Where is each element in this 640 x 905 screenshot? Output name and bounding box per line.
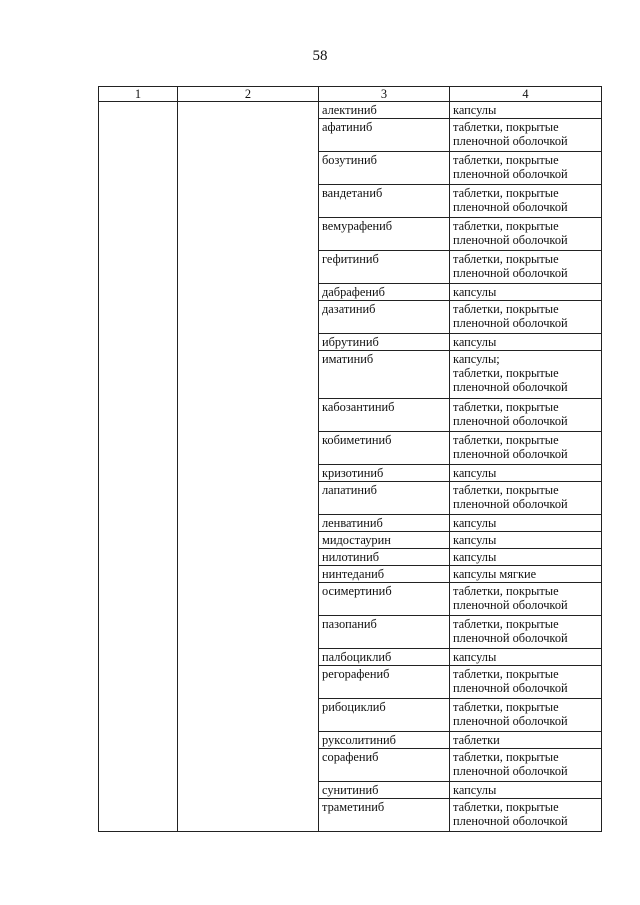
dosage-form-cell (450, 301, 602, 334)
page-number: 58 (312, 48, 328, 64)
dosage-form-line: таблетки, покрытые (453, 252, 559, 266)
drug-name-cell: бозутиниб (319, 152, 450, 185)
dosage-form-cell (450, 351, 602, 399)
dosage-form-line: пленочной оболочкой (453, 200, 568, 214)
dosage-form-line: пленочной оболочкой (453, 814, 568, 828)
header-col-3: 3 (319, 87, 450, 102)
column-1-blank-cell (99, 102, 178, 832)
dosage-form-line: таблетки, покрытые (453, 800, 559, 814)
drug-name-cell: палбоциклиб (319, 649, 450, 666)
dosage-form-line: таблетки, покрытые (453, 483, 559, 497)
dosage-form-cell (450, 102, 602, 119)
dosage-form-line: таблетки, покрытые (453, 433, 559, 447)
drug-name-cell: иматиниб (319, 351, 450, 399)
dosage-form-line: пленочной оболочкой (453, 316, 568, 330)
dosage-form-line: капсулы (453, 550, 497, 564)
drug-name-cell: кобиметиниб (319, 432, 450, 465)
dosage-form-line: пленочной оболочкой (453, 598, 568, 612)
dosage-form-cell (450, 566, 602, 583)
dosage-form-line: таблетки, покрытые (453, 584, 559, 598)
drug-name-cell: лапатиниб (319, 482, 450, 515)
dosage-form-line: капсулы (453, 466, 497, 480)
header-col-2: 2 (178, 87, 319, 102)
drug-name-cell: ибрутиниб (319, 334, 450, 351)
dosage-form-cell (450, 218, 602, 251)
drug-name-cell: траметиниб (319, 799, 450, 832)
column-2-blank-cell (178, 102, 319, 832)
dosage-form-line: пленочной оболочкой (453, 233, 568, 247)
dosage-form-line: таблетки, покрытые (453, 186, 559, 200)
dosage-form-cell (450, 532, 602, 549)
dosage-form-cell (450, 432, 602, 465)
drug-name-cell: пазопаниб (319, 616, 450, 649)
header-col-1: 1 (99, 87, 178, 102)
dosage-form-cell (450, 284, 602, 301)
dosage-form-line: таблетки, покрытые (453, 400, 559, 414)
dosage-form-cell (450, 251, 602, 284)
dosage-form-cell (450, 334, 602, 351)
dosage-form-line: таблетки, покрытые (453, 219, 559, 233)
dosage-form-line: пленочной оболочкой (453, 167, 568, 181)
header-col-4: 4 (450, 87, 602, 102)
dosage-form-cell (450, 482, 602, 515)
dosage-form-line: капсулы (453, 533, 497, 547)
dosage-form-cell (450, 185, 602, 218)
dosage-form-cell (450, 152, 602, 185)
dosage-form-line: капсулы (453, 650, 497, 664)
dosage-form-line: таблетки, покрытые (453, 120, 559, 134)
table-body (99, 102, 602, 832)
dosage-form-line: таблетки, покрытые (453, 617, 559, 631)
drug-name-cell: рибоциклиб (319, 699, 450, 732)
drug-name-cell: ленватиниб (319, 515, 450, 532)
drug-name-cell: афатиниб (319, 119, 450, 152)
drug-table (98, 86, 602, 832)
drug-name-cell: кризотиниб (319, 465, 450, 482)
drug-name-cell: сунитиниб (319, 782, 450, 799)
drug-name-cell: кабозантиниб (319, 399, 450, 432)
dosage-form-line: капсулы (453, 103, 497, 117)
dosage-form-cell (450, 649, 602, 666)
dosage-form-line: пленочной оболочкой (453, 447, 568, 461)
dosage-form-cell (450, 799, 602, 832)
dosage-form-line: таблетки (453, 733, 500, 747)
drug-name-cell: гефитиниб (319, 251, 450, 284)
dosage-form-line: таблетки, покрытые (453, 700, 559, 714)
drug-name-cell: нинтеданиб (319, 566, 450, 583)
dosage-form-line: пленочной оболочкой (453, 631, 568, 645)
dosage-form-cell (450, 119, 602, 152)
dosage-form-cell (450, 549, 602, 566)
drug-name-cell: дабрафениб (319, 284, 450, 301)
drug-name-cell: алектиниб (319, 102, 450, 119)
drug-name-cell: дазатиниб (319, 301, 450, 334)
dosage-form-cell (450, 399, 602, 432)
dosage-form-line: капсулы; (453, 352, 500, 366)
dosage-form-line: капсулы мягкие (453, 567, 537, 581)
dosage-form-line: пленочной оболочкой (453, 414, 568, 428)
drug-name-cell: руксолитиниб (319, 732, 450, 749)
dosage-form-line: таблетки, покрытые (453, 667, 559, 681)
dosage-form-cell (450, 699, 602, 732)
dosage-form-cell (450, 515, 602, 532)
dosage-form-line: капсулы (453, 516, 497, 530)
dosage-form-line: таблетки, покрытые (453, 302, 559, 316)
dosage-form-line: таблетки, покрытые (453, 750, 559, 764)
dosage-form-line: пленочной оболочкой (453, 380, 568, 394)
dosage-form-line: пленочной оболочкой (453, 681, 568, 695)
dosage-form-cell (450, 666, 602, 699)
dosage-form-line: таблетки, покрытые (453, 153, 559, 167)
dosage-form-cell (450, 732, 602, 749)
drug-name-cell: нилотиниб (319, 549, 450, 566)
dosage-form-line: пленочной оболочкой (453, 134, 568, 148)
dosage-form-line: пленочной оболочкой (453, 497, 568, 511)
drug-name-cell: мидостаурин (319, 532, 450, 549)
drug-name-cell: сорафениб (319, 749, 450, 782)
dosage-form-line: пленочной оболочкой (453, 266, 568, 280)
drug-name-cell: вемурафениб (319, 218, 450, 251)
dosage-form-line: таблетки, покрытые (453, 366, 559, 380)
dosage-form-line: капсулы (453, 285, 497, 299)
drug-name-cell: вандетаниб (319, 185, 450, 218)
dosage-form-cell (450, 465, 602, 482)
dosage-form-line: пленочной оболочкой (453, 714, 568, 728)
table-header-row (99, 87, 602, 102)
dosage-form-cell (450, 583, 602, 616)
dosage-form-cell (450, 782, 602, 799)
dosage-form-cell (450, 749, 602, 782)
dosage-form-line: капсулы (453, 783, 497, 797)
dosage-form-line: пленочной оболочкой (453, 764, 568, 778)
table-row (99, 102, 602, 119)
drug-name-cell: регорафениб (319, 666, 450, 699)
dosage-form-line: капсулы (453, 335, 497, 349)
drug-name-cell: осимертиниб (319, 583, 450, 616)
dosage-form-cell (450, 616, 602, 649)
